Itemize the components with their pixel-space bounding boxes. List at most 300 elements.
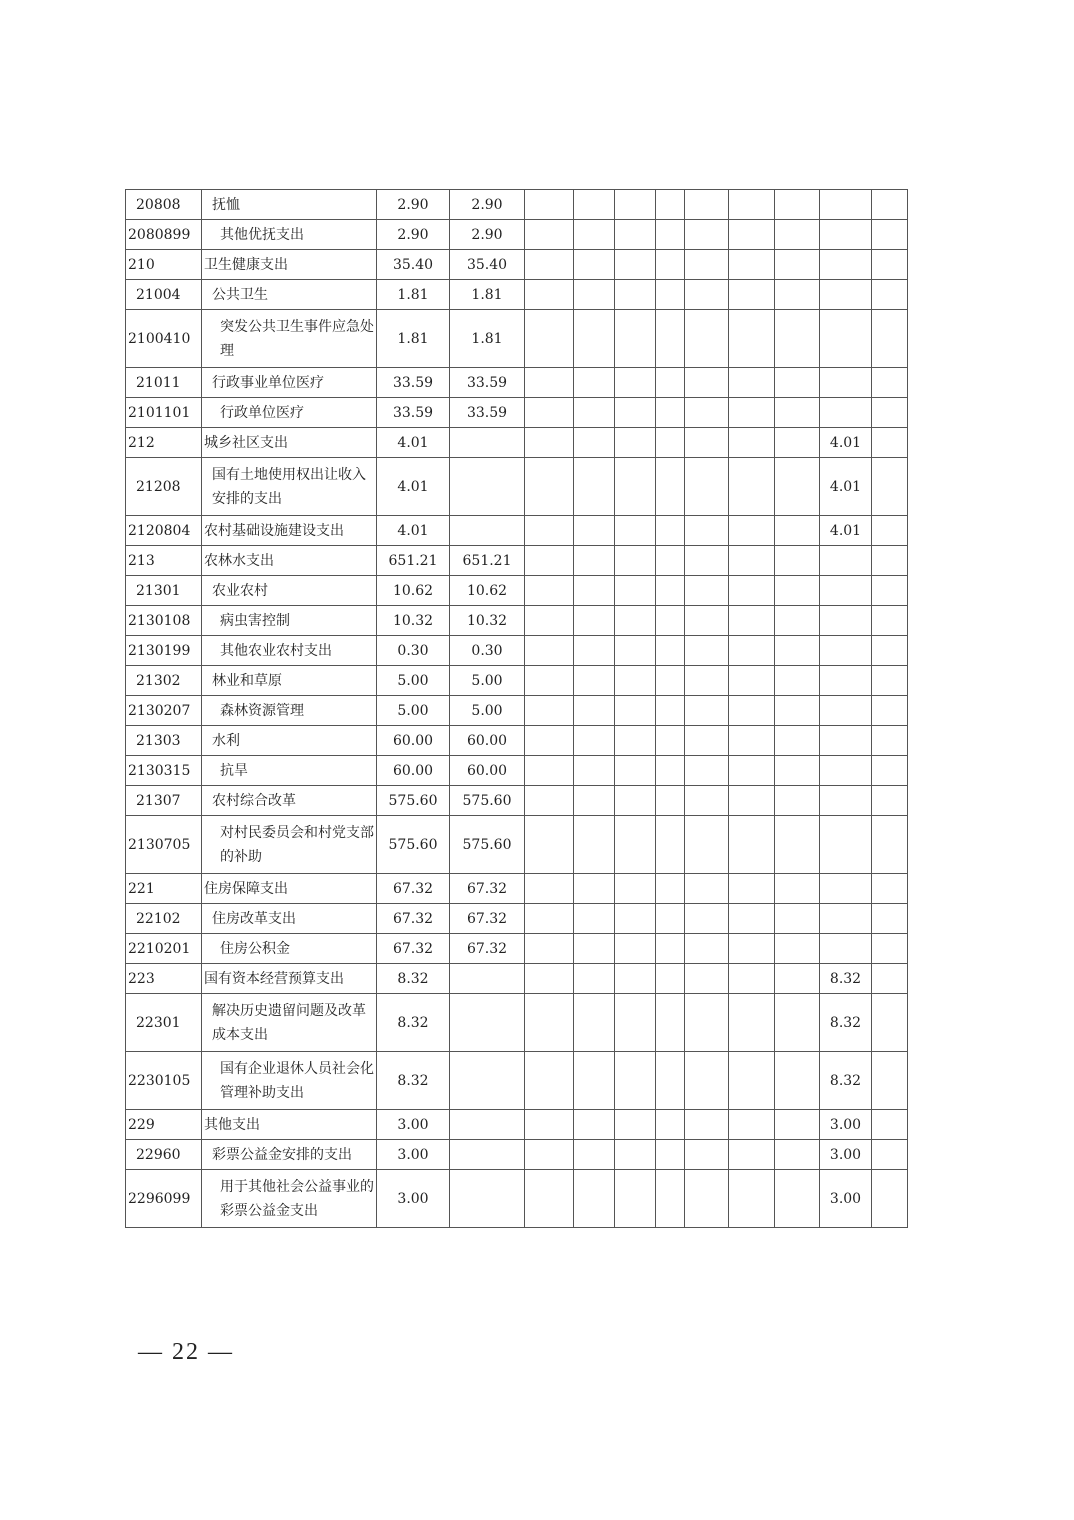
empty-cell: [685, 1170, 729, 1228]
empty-cell: [872, 310, 908, 368]
account-name-cell: 住房保障支出: [202, 874, 377, 904]
account-name-cell: 病虫害控制: [202, 606, 377, 636]
empty-cell: [685, 250, 729, 280]
account-name-cell: 行政单位医疗: [202, 398, 377, 428]
account-name-cell: 住房改革支出: [202, 904, 377, 934]
empty-cell: [574, 934, 615, 964]
basic-expense-cell: 5.00: [450, 666, 525, 696]
empty-cell: [872, 756, 908, 786]
government-fund-cell: 4.01: [820, 516, 872, 546]
empty-cell: [729, 1140, 775, 1170]
empty-cell: [525, 428, 574, 458]
empty-cell: [775, 368, 820, 398]
total-cell: 575.60: [377, 816, 450, 874]
account-code-cell: 2101101: [126, 398, 202, 428]
empty-cell: [574, 310, 615, 368]
empty-cell: [525, 636, 574, 666]
empty-cell: [872, 398, 908, 428]
empty-cell: [729, 1052, 775, 1110]
table-row: [126, 516, 908, 546]
government-fund-cell: [820, 874, 872, 904]
account-name-cell: 解决历史遗留问题及改革成本支出: [202, 994, 377, 1052]
empty-cell: [656, 874, 685, 904]
empty-cell: [729, 190, 775, 220]
total-cell: 10.32: [377, 606, 450, 636]
empty-cell: [615, 904, 656, 934]
empty-cell: [685, 576, 729, 606]
account-code-cell: 21302: [126, 666, 202, 696]
empty-cell: [656, 546, 685, 576]
empty-cell: [729, 280, 775, 310]
empty-cell: [775, 666, 820, 696]
empty-cell: [656, 934, 685, 964]
account-name-cell: 国有企业退休人员社会化管理补助支出: [202, 1052, 377, 1110]
basic-expense-cell: 35.40: [450, 250, 525, 280]
table-row: [126, 786, 908, 816]
empty-cell: [729, 368, 775, 398]
table-row: [126, 280, 908, 310]
government-fund-cell: [820, 666, 872, 696]
empty-cell: [729, 904, 775, 934]
empty-cell: [685, 310, 729, 368]
empty-cell: [574, 458, 615, 516]
basic-expense-cell: 67.32: [450, 934, 525, 964]
empty-cell: [685, 666, 729, 696]
government-fund-cell: 3.00: [820, 1110, 872, 1140]
account-code-cell: 2130207: [126, 696, 202, 726]
empty-cell: [685, 756, 729, 786]
empty-cell: [615, 190, 656, 220]
empty-cell: [872, 220, 908, 250]
empty-cell: [574, 1170, 615, 1228]
table-row: [126, 1170, 908, 1228]
basic-expense-cell: [450, 1140, 525, 1170]
empty-cell: [656, 696, 685, 726]
empty-cell: [872, 666, 908, 696]
empty-cell: [656, 250, 685, 280]
basic-expense-cell: [450, 516, 525, 546]
empty-cell: [729, 786, 775, 816]
empty-cell: [729, 666, 775, 696]
basic-expense-cell: 2.90: [450, 220, 525, 250]
basic-expense-cell: 33.59: [450, 368, 525, 398]
empty-cell: [615, 994, 656, 1052]
table-row: [126, 428, 908, 458]
empty-cell: [615, 310, 656, 368]
empty-cell: [656, 666, 685, 696]
empty-cell: [729, 636, 775, 666]
empty-cell: [685, 458, 729, 516]
empty-cell: [872, 280, 908, 310]
empty-cell: [656, 280, 685, 310]
account-code-cell: 2120804: [126, 516, 202, 546]
empty-cell: [656, 516, 685, 546]
empty-cell: [656, 636, 685, 666]
account-name-cell: 国有资本经营预算支出: [202, 964, 377, 994]
empty-cell: [872, 964, 908, 994]
government-fund-cell: 3.00: [820, 1170, 872, 1228]
empty-cell: [574, 636, 615, 666]
empty-cell: [525, 874, 574, 904]
empty-cell: [729, 816, 775, 874]
empty-cell: [775, 280, 820, 310]
empty-cell: [775, 1052, 820, 1110]
table-row: [126, 310, 908, 368]
empty-cell: [574, 904, 615, 934]
empty-cell: [615, 934, 656, 964]
empty-cell: [525, 220, 574, 250]
empty-cell: [525, 1052, 574, 1110]
empty-cell: [574, 726, 615, 756]
account-name-cell: 公共卫生: [202, 280, 377, 310]
empty-cell: [615, 250, 656, 280]
basic-expense-cell: [450, 964, 525, 994]
empty-cell: [872, 368, 908, 398]
empty-cell: [729, 1170, 775, 1228]
account-name-cell: 农村基础设施建设支出: [202, 516, 377, 546]
government-fund-cell: [820, 576, 872, 606]
empty-cell: [775, 1110, 820, 1140]
empty-cell: [656, 606, 685, 636]
account-name-cell: 城乡社区支出: [202, 428, 377, 458]
empty-cell: [729, 428, 775, 458]
total-cell: 4.01: [377, 516, 450, 546]
empty-cell: [574, 816, 615, 874]
table-row: [126, 220, 908, 250]
empty-cell: [775, 398, 820, 428]
empty-cell: [656, 1170, 685, 1228]
basic-expense-cell: 10.32: [450, 606, 525, 636]
empty-cell: [574, 516, 615, 546]
account-name-cell: 卫生健康支出: [202, 250, 377, 280]
account-name-cell: 其他支出: [202, 1110, 377, 1140]
empty-cell: [525, 576, 574, 606]
basic-expense-cell: [450, 1170, 525, 1228]
account-code-cell: 21004: [126, 280, 202, 310]
basic-expense-cell: [450, 994, 525, 1052]
empty-cell: [775, 726, 820, 756]
empty-cell: [872, 874, 908, 904]
empty-cell: [574, 1052, 615, 1110]
account-name-cell: 国有土地使用权出让收入安排的支出: [202, 458, 377, 516]
table-row: [126, 904, 908, 934]
empty-cell: [656, 310, 685, 368]
empty-cell: [685, 368, 729, 398]
empty-cell: [685, 726, 729, 756]
empty-cell: [615, 368, 656, 398]
government-fund-cell: 3.00: [820, 1140, 872, 1170]
empty-cell: [685, 280, 729, 310]
empty-cell: [615, 398, 656, 428]
empty-cell: [615, 606, 656, 636]
empty-cell: [872, 1170, 908, 1228]
empty-cell: [615, 458, 656, 516]
empty-cell: [685, 964, 729, 994]
table-row: [126, 190, 908, 220]
government-fund-cell: [820, 934, 872, 964]
empty-cell: [574, 1140, 615, 1170]
empty-cell: [574, 994, 615, 1052]
empty-cell: [525, 726, 574, 756]
empty-cell: [525, 816, 574, 874]
total-cell: 4.01: [377, 458, 450, 516]
basic-expense-cell: 33.59: [450, 398, 525, 428]
account-code-cell: 22102: [126, 904, 202, 934]
account-name-cell: 其他优抚支出: [202, 220, 377, 250]
empty-cell: [656, 816, 685, 874]
total-cell: 5.00: [377, 666, 450, 696]
empty-cell: [729, 220, 775, 250]
empty-cell: [656, 220, 685, 250]
empty-cell: [775, 576, 820, 606]
empty-cell: [574, 874, 615, 904]
government-fund-cell: [820, 606, 872, 636]
table-row: [126, 726, 908, 756]
budget-table: [125, 189, 908, 1228]
empty-cell: [574, 546, 615, 576]
empty-cell: [574, 696, 615, 726]
empty-cell: [656, 786, 685, 816]
table-row: [126, 874, 908, 904]
empty-cell: [775, 310, 820, 368]
account-code-cell: 2210201: [126, 934, 202, 964]
empty-cell: [685, 816, 729, 874]
empty-cell: [656, 576, 685, 606]
total-cell: 67.32: [377, 874, 450, 904]
empty-cell: [685, 934, 729, 964]
empty-cell: [775, 756, 820, 786]
empty-cell: [775, 816, 820, 874]
empty-cell: [775, 546, 820, 576]
page-number: — 22 —: [138, 1339, 234, 1365]
total-cell: 67.32: [377, 934, 450, 964]
empty-cell: [775, 190, 820, 220]
empty-cell: [872, 250, 908, 280]
empty-cell: [729, 874, 775, 904]
total-cell: 1.81: [377, 280, 450, 310]
empty-cell: [775, 964, 820, 994]
empty-cell: [775, 1170, 820, 1228]
government-fund-cell: [820, 786, 872, 816]
empty-cell: [685, 786, 729, 816]
empty-cell: [615, 220, 656, 250]
empty-cell: [775, 696, 820, 726]
empty-cell: [685, 1140, 729, 1170]
empty-cell: [525, 934, 574, 964]
total-cell: 5.00: [377, 696, 450, 726]
account-code-cell: 221: [126, 874, 202, 904]
empty-cell: [656, 904, 685, 934]
empty-cell: [775, 904, 820, 934]
empty-cell: [615, 756, 656, 786]
total-cell: 651.21: [377, 546, 450, 576]
empty-cell: [525, 368, 574, 398]
account-code-cell: 22301: [126, 994, 202, 1052]
empty-cell: [729, 756, 775, 786]
government-fund-cell: [820, 368, 872, 398]
empty-cell: [656, 726, 685, 756]
empty-cell: [574, 606, 615, 636]
empty-cell: [615, 874, 656, 904]
government-fund-cell: [820, 398, 872, 428]
account-name-cell: 行政事业单位医疗: [202, 368, 377, 398]
account-code-cell: 2130705: [126, 816, 202, 874]
empty-cell: [574, 576, 615, 606]
total-cell: 60.00: [377, 726, 450, 756]
total-cell: 35.40: [377, 250, 450, 280]
account-code-cell: 212: [126, 428, 202, 458]
empty-cell: [685, 1052, 729, 1110]
table-row: [126, 1052, 908, 1110]
empty-cell: [775, 874, 820, 904]
account-name-cell: 对村民委员会和村党支部的补助: [202, 816, 377, 874]
empty-cell: [872, 994, 908, 1052]
total-cell: 4.01: [377, 428, 450, 458]
account-name-cell: 水利: [202, 726, 377, 756]
empty-cell: [775, 1140, 820, 1170]
empty-cell: [615, 1052, 656, 1110]
empty-cell: [615, 546, 656, 576]
table-row: [126, 458, 908, 516]
empty-cell: [685, 1110, 729, 1140]
empty-cell: [729, 934, 775, 964]
total-cell: 8.32: [377, 964, 450, 994]
empty-cell: [729, 516, 775, 546]
empty-cell: [685, 428, 729, 458]
empty-cell: [872, 816, 908, 874]
empty-cell: [615, 666, 656, 696]
empty-cell: [615, 516, 656, 546]
empty-cell: [685, 994, 729, 1052]
empty-cell: [872, 904, 908, 934]
empty-cell: [775, 934, 820, 964]
government-fund-cell: 4.01: [820, 428, 872, 458]
account-code-cell: 20808: [126, 190, 202, 220]
empty-cell: [685, 398, 729, 428]
empty-cell: [525, 964, 574, 994]
empty-cell: [656, 1110, 685, 1140]
table-row: [126, 1140, 908, 1170]
empty-cell: [615, 816, 656, 874]
account-code-cell: 2130199: [126, 636, 202, 666]
empty-cell: [685, 220, 729, 250]
government-fund-cell: [820, 190, 872, 220]
empty-cell: [574, 786, 615, 816]
empty-cell: [872, 636, 908, 666]
empty-cell: [525, 756, 574, 786]
basic-expense-cell: [450, 428, 525, 458]
empty-cell: [775, 428, 820, 458]
empty-cell: [685, 606, 729, 636]
account-code-cell: 21303: [126, 726, 202, 756]
empty-cell: [775, 606, 820, 636]
empty-cell: [656, 428, 685, 458]
empty-cell: [574, 964, 615, 994]
basic-expense-cell: 1.81: [450, 310, 525, 368]
empty-cell: [656, 398, 685, 428]
empty-cell: [525, 994, 574, 1052]
empty-cell: [872, 428, 908, 458]
empty-cell: [872, 934, 908, 964]
basic-expense-cell: 10.62: [450, 576, 525, 606]
government-fund-cell: [820, 280, 872, 310]
empty-cell: [615, 1140, 656, 1170]
empty-cell: [656, 368, 685, 398]
government-fund-cell: 4.01: [820, 458, 872, 516]
empty-cell: [525, 606, 574, 636]
government-fund-cell: [820, 756, 872, 786]
empty-cell: [775, 458, 820, 516]
empty-cell: [525, 398, 574, 428]
empty-cell: [525, 280, 574, 310]
government-fund-cell: [820, 904, 872, 934]
empty-cell: [729, 398, 775, 428]
account-code-cell: 21307: [126, 786, 202, 816]
government-fund-cell: 8.32: [820, 964, 872, 994]
government-fund-cell: [820, 220, 872, 250]
empty-cell: [656, 1052, 685, 1110]
total-cell: 60.00: [377, 756, 450, 786]
table-row: [126, 696, 908, 726]
account-code-cell: 21208: [126, 458, 202, 516]
empty-cell: [525, 666, 574, 696]
empty-cell: [775, 220, 820, 250]
empty-cell: [775, 636, 820, 666]
government-fund-cell: [820, 636, 872, 666]
empty-cell: [685, 516, 729, 546]
government-fund-cell: [820, 310, 872, 368]
total-cell: 3.00: [377, 1110, 450, 1140]
empty-cell: [615, 1110, 656, 1140]
table-body: [126, 190, 908, 1228]
empty-cell: [729, 606, 775, 636]
empty-cell: [574, 280, 615, 310]
empty-cell: [574, 250, 615, 280]
empty-cell: [525, 904, 574, 934]
empty-cell: [729, 726, 775, 756]
empty-cell: [872, 458, 908, 516]
total-cell: 33.59: [377, 368, 450, 398]
empty-cell: [775, 786, 820, 816]
empty-cell: [525, 696, 574, 726]
basic-expense-cell: [450, 1052, 525, 1110]
empty-cell: [872, 696, 908, 726]
account-code-cell: 2130315: [126, 756, 202, 786]
table-row: [126, 398, 908, 428]
table-row: [126, 606, 908, 636]
table-row: [126, 816, 908, 874]
account-code-cell: 22960: [126, 1140, 202, 1170]
empty-cell: [729, 1110, 775, 1140]
table-row: [126, 368, 908, 398]
empty-cell: [872, 516, 908, 546]
account-code-cell: 2080899: [126, 220, 202, 250]
empty-cell: [656, 994, 685, 1052]
account-code-cell: 21301: [126, 576, 202, 606]
table-row: [126, 546, 908, 576]
government-fund-cell: [820, 250, 872, 280]
total-cell: 3.00: [377, 1170, 450, 1228]
empty-cell: [525, 458, 574, 516]
empty-cell: [775, 994, 820, 1052]
account-name-cell: 森林资源管理: [202, 696, 377, 726]
empty-cell: [574, 428, 615, 458]
empty-cell: [525, 310, 574, 368]
basic-expense-cell: 651.21: [450, 546, 525, 576]
basic-expense-cell: 60.00: [450, 726, 525, 756]
empty-cell: [872, 1110, 908, 1140]
empty-cell: [729, 458, 775, 516]
